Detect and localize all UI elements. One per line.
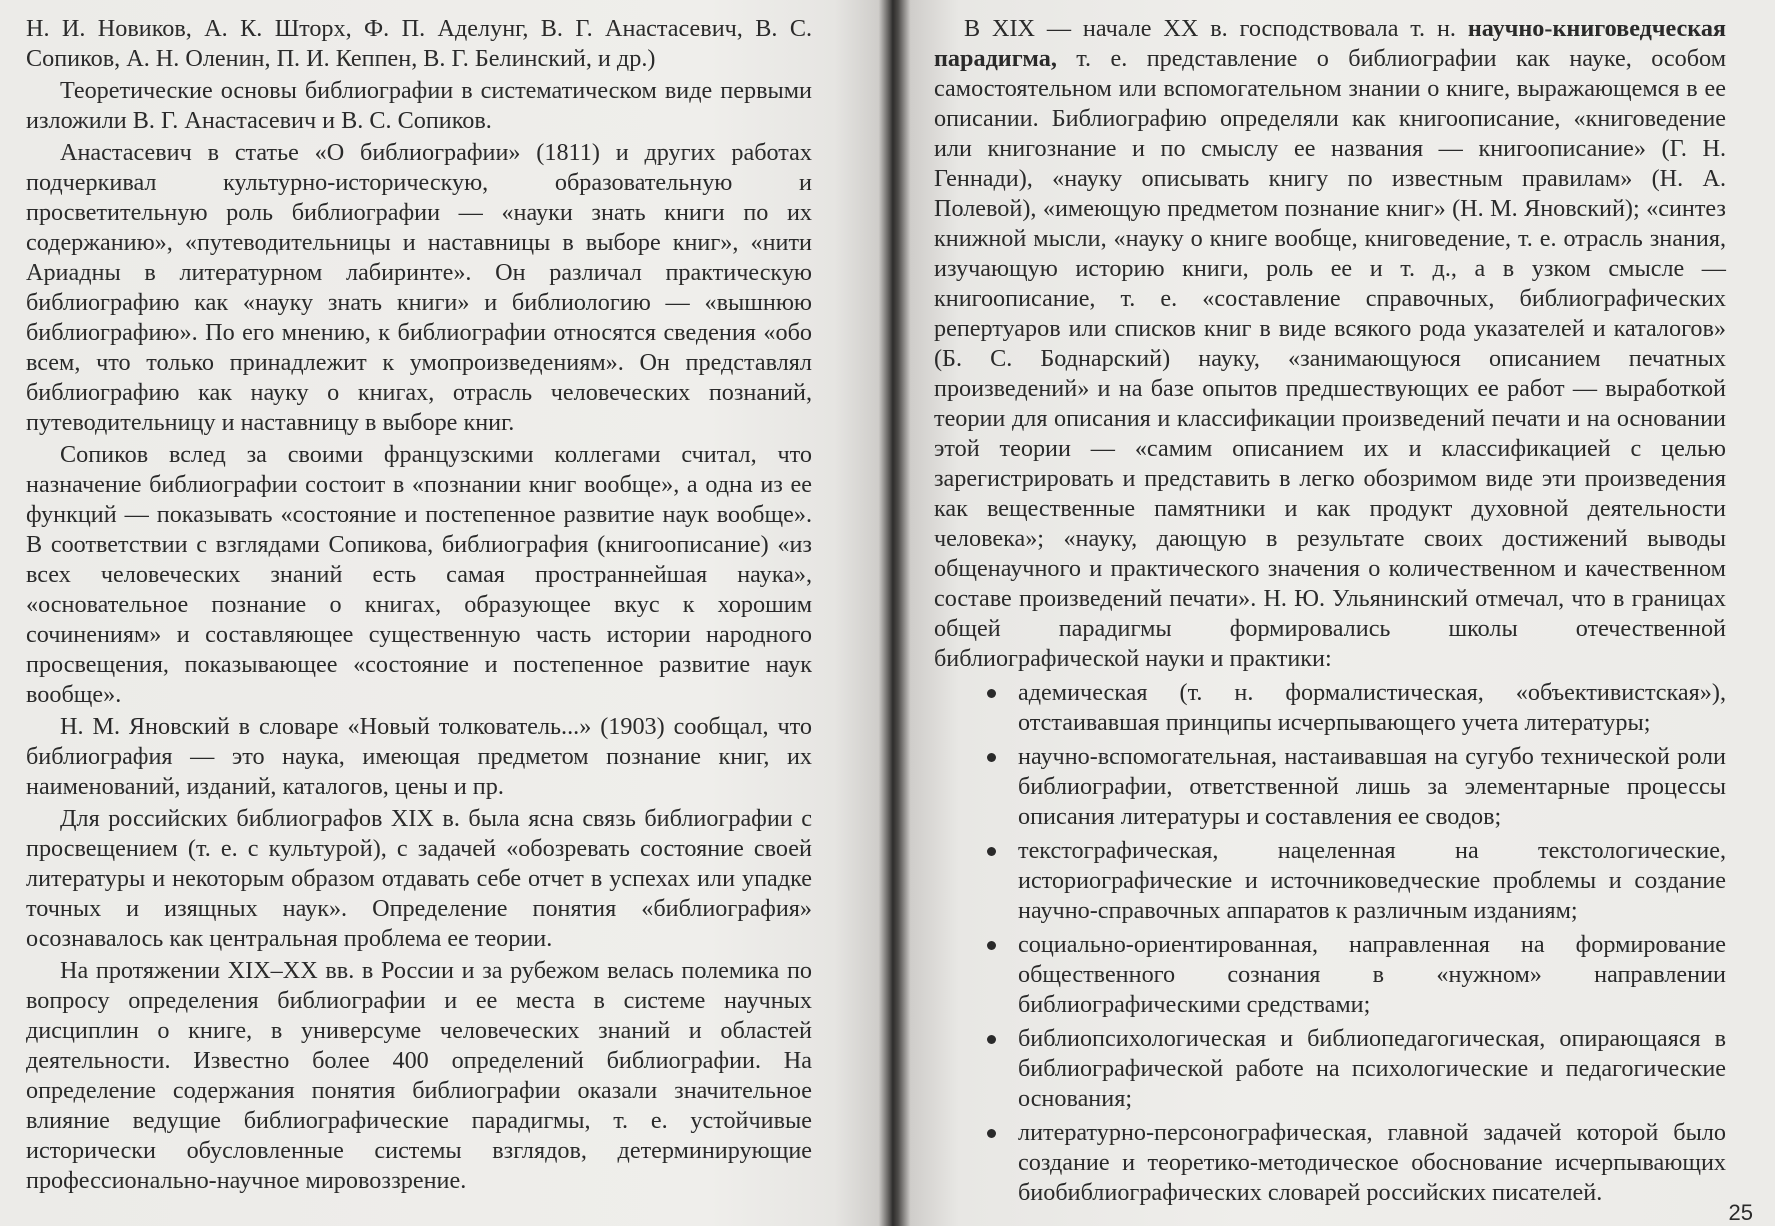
- left-paragraph-2: Теоретические основы библиографии в систематическом виде первыми изложили В. Г. Анастасевич и В. С. Сопиков.: [26, 77, 812, 134]
- list-item-text: текстографическая, нацеленная на текстологические, историографические и источниковедческие проблемы и создание научно-справочных аппаратов к различным изданиям;: [1018, 837, 1726, 924]
- list-item: [1018, 742, 1726, 832]
- list-item-text: адемическая (т. н. формалистическая, «объективистская»), отстаивавшая принципы исчерпывающего учета литературы;: [1018, 679, 1726, 736]
- bullet-icon: [987, 847, 996, 856]
- list-item-text: научно-вспомогательная, настаивавшая на сугубо технической роли библиографии, ответственной лишь за элементарные процессы описания литературы и составления ее сводов;: [1018, 743, 1726, 830]
- list-item-text: библиопсихологическая и библиопедагогическая, опирающаяся в библиографической работе на психологические и педагогические основания;: [1018, 1025, 1726, 1112]
- bullet-icon: [987, 689, 996, 698]
- list-item: [1018, 1024, 1726, 1114]
- right-page: [934, 14, 1726, 1212]
- list-item: [1018, 836, 1726, 926]
- left-paragraph-4: Сопиков вслед за своими французскими коллегами считал, что назначение библиографии состоит в «познании книг вообще», а одна из ее функций — показывать «состояние и постепенное развитие наук вообще». В соответствии с взглядами Сопикова, библиография (книгоописание) «из всех человеческих знаний есть самая пространнейшая наука», «основательное познание о книгах, образующее вкус к хорошим сочинениям» и составляющее существенную часть истории народного просвещения, показывающее «состояние и постепенное развитие наук вообще».: [26, 441, 812, 708]
- bullet-icon: [987, 941, 996, 950]
- left-paragraph-6: Для российских библиографов XIX в. была ясна связь библиографии с просвещением (т. е. с культурой), с задачей «обозревать состояние своей литературы и некоторым образом отдавать себе отчет в успехах или упадке точных и изящных наук». Определение понятия «библиография» осознавалось как центральная проблема ее теории.: [26, 805, 812, 952]
- bullet-icon: [987, 1035, 996, 1044]
- paradigm-term: научно-книговедческая парадигма,: [934, 15, 1726, 72]
- right-intro-paragraph: [934, 14, 1726, 674]
- list-item: [1018, 678, 1726, 738]
- list-item: [1018, 1118, 1726, 1208]
- left-paragraph-7: На протяжении XIX–XX вв. в России и за рубежом велась полемика по вопросу определения библиографии и ее места в системе научных дисциплин о книге, в универсуме человеческих знаний и областей деятельности. Известно более 400 определений библиографии. На определение содержания понятия библиографии оказали значительное влияние ведущие библиографические парадигмы, т. е. устойчивые исторически обусловленные системы взглядов, детерминирующие профессионально-научное мировоззрение.: [26, 957, 812, 1194]
- page-number: 25: [1728, 1200, 1753, 1225]
- list-item: [1018, 930, 1726, 1020]
- left-paragraph-1: Н. И. Новиков, А. К. Шторх, Ф. П. Аделунг, В. Г. Анастасевич, В. С. Сопиков, А. Н. Оленин, П. И. Кеппен, В. Г. Белинский, и др.): [26, 15, 812, 72]
- bullet-icon: [987, 1129, 996, 1138]
- list-item-text: социально-ориентированная, направленная на формирование общественного сознания в «нужном» направлении библиографическими средствами;: [1018, 931, 1726, 1018]
- schools-list: [934, 678, 1726, 1208]
- left-paragraph-5: Н. М. Яновский в словаре «Новый толкователь...» (1903) сообщал, что библиография — это наука, имеющая предметом познание книг, их наименований, изданий, каталогов, цены и пр.: [26, 713, 812, 800]
- list-item-text: литературно-персонографическая, главной задачей которой было создание и теоретико-методическое обоснование исчерпывающих биобиблиографических словарей российских писателей.: [1018, 1119, 1726, 1206]
- bullet-icon: [987, 753, 996, 762]
- left-paragraph-3: Анастасевич в статье «О библиографии» (1811) и других работах подчеркивал культурно-историческую, образовательную и просветительную роль библиографии — «науки знать книги по их содержанию», «путеводительницы и наставницы в выборе книг», «нити Ариадны в литературном лабиринте». Он различал практическую библиографию как «науку знать книги» и библиологию — «вышнюю библиографию». По его мнению, к библиографии относятся сведения «обо всем, что только принадлежит к умопроизведениям». Он представлял библиографию как науку о книгах, отрасль человеческих познаний, путеводительницу и наставницу в выборе книг.: [26, 139, 812, 436]
- intro-prefix: В XIX — начале XX в. господствовала т. н.: [964, 15, 1468, 42]
- intro-rest: т. е. представление о библиографии как науке, особом самостоятельном или вспомогательном знании о книге, выражающемся в ее описании. Библиографию определяли как книгоописание, «книговедение или книгознание и по смыслу ее названия — книгоописание» (Г. Н. Геннади), «науку описывать книгу по известным правилам» (Н. А. Полевой), «имеющую предметом познание книг» (Н. М. Яновский); «синтез книжной мысли, «науку о книге вообще, книговедение, т. е. отрасль знания, изучающую историю книги, роль ее и т. д., а в узком смысле — книгоописание, т. е. «составление справочных, библиографических репертуаров или списков книг в виде всякого рода указателей и каталогов» (Б. С. Боднарский) науку, «занимающуюся описанием печатных произведений» и на базе опытов предшествующих ее работ — выработкой теории для описания и классификации произведений печати и на основании этой теории — «самим описанием их и классификацией с целью зарегистрировать и представить в легко обозримом виде эти произведения как вещественные памятники и как продукт духовной деятельности человека»; «науку, дающую в результате своих достижений выводы общенаучного и практического значения о количественном и качественном составе произведений печати». Н. Ю. Ульянинский отмечал, что в границах общей парадигмы формировались школы отечественной библиографической науки и практики:: [934, 45, 1726, 672]
- left-page: [26, 14, 812, 1198]
